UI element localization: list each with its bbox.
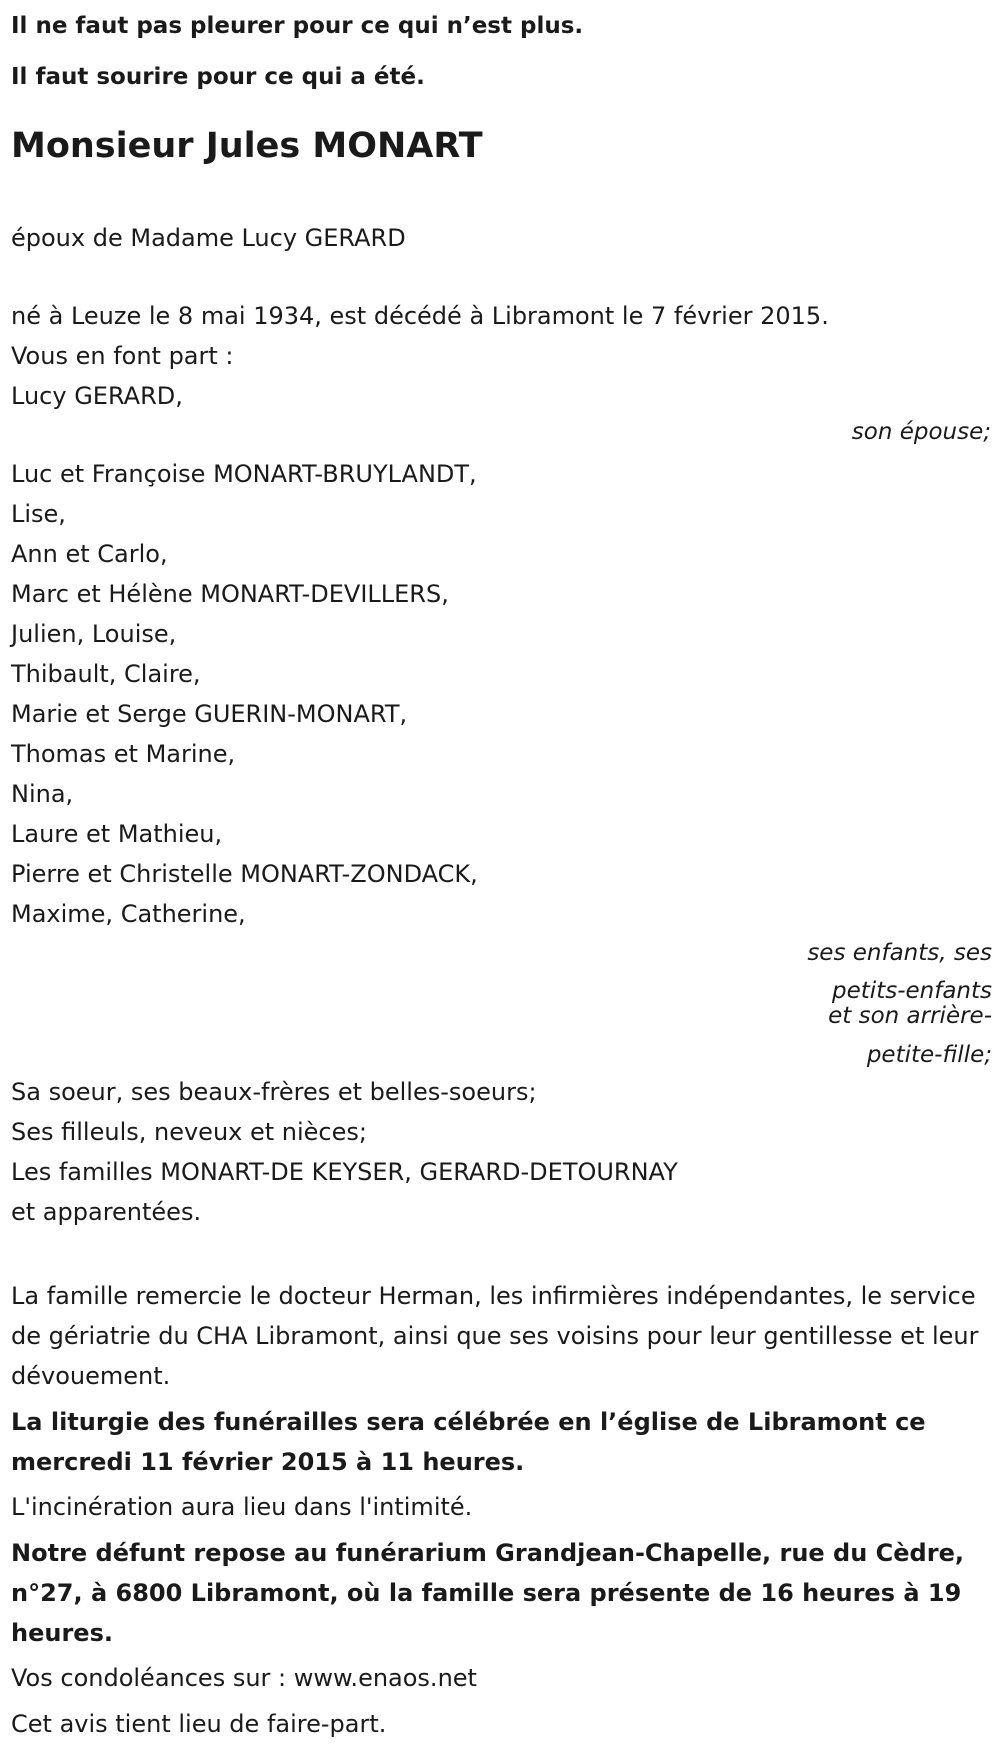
list-item: Luc et Françoise MONART-BRUYLANDT, [11, 460, 477, 488]
children-role-line-2: petits-enfants [832, 978, 992, 1004]
list-item: Marc et Hélène MONART-DEVILLERS, [11, 580, 449, 608]
children-role-line-1: ses enfants, ses [807, 940, 992, 966]
list-item: Thibault, Claire, [11, 660, 201, 688]
liturgy-paragraph: La liturgie des funérailles sera célébrée en l’église de Libramont ce mercredi 11 février 2015 à 11 heures. [11, 1408, 926, 1476]
quote-line-2: Il faut sourire pour ce qui a été. [11, 64, 425, 90]
resting-place-paragraph: Notre défunt repose au funérarium Grandjean-Chapelle, rue du Cèdre, n°27, à 6800 Libramont, où la famille sera présente de 16 heures à 19 heures. [11, 1539, 964, 1647]
children-list [11, 454, 1000, 934]
list-item: Maxime, Catherine, [11, 900, 246, 928]
birth-death-line: né à Leuze le 8 mai 1934, est décédé à Libramont le 7 février 2015. [11, 302, 829, 330]
deceased-name: Monsieur Jules MONART [11, 126, 483, 166]
list-item: Ses filleuls, neveux et nièces; [11, 1118, 367, 1146]
list-item: Marie et Serge GUERIN-MONART, [11, 700, 408, 728]
list-item: Ann et Carlo, [11, 540, 168, 568]
list-item: Sa soeur, ses beaux-frères et belles-soeurs; [11, 1078, 537, 1106]
announcement-intro: Vous en font part : [11, 342, 234, 370]
spouse-name: Lucy GERARD, [11, 382, 183, 410]
list-item: Lise, [11, 500, 66, 528]
list-item: Julien, Louise, [11, 620, 177, 648]
notice-line: Cet avis tient lieu de faire-part. [11, 1710, 387, 1738]
quote-line-1: Il ne faut pas pleurer pour ce qui n’est plus. [11, 13, 584, 39]
children-role-block [11, 934, 1000, 1068]
spouse-role: son épouse; [851, 419, 991, 445]
list-item: Pierre et Christelle MONART-ZONDACK, [11, 860, 478, 888]
list-item: Laure et Mathieu, [11, 820, 223, 848]
cremation-paragraph: L'incinération aura lieu dans l'intimité. [11, 1493, 473, 1521]
list-item: Thomas et Marine, [11, 740, 236, 768]
spouse-line: époux de Madame Lucy GERARD [11, 224, 406, 252]
list-item: et apparentées. [11, 1198, 202, 1226]
condolences-line: Vos condoléances sur : www.enaos.net [11, 1664, 477, 1692]
children-role-line-3: et son arrière- [828, 1003, 992, 1029]
thanks-paragraph: La famille remercie le docteur Herman, les infirmières indépendantes, le service de gériatrie du CHA Libramont, ainsi que ses voisins pour leur gentillesse et leur dévouement. [11, 1282, 979, 1390]
list-item: Nina, [11, 780, 74, 808]
relatives-list [11, 1072, 1000, 1232]
list-item: Les familles MONART-DE KEYSER, GERARD-DETOURNAY [11, 1158, 678, 1186]
children-role [772, 934, 1000, 1068]
children-role-line-4: petite-fille; [866, 1042, 992, 1068]
